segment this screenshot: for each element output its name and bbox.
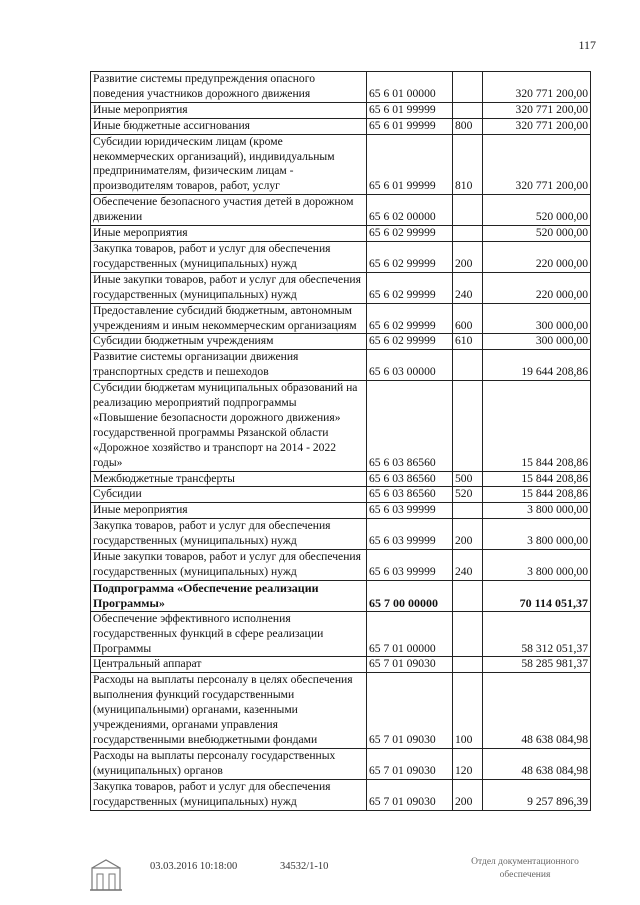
- row-vr-cell: [453, 657, 483, 673]
- row-sum-cell: 3 800 000,00: [483, 503, 591, 519]
- row-vr-cell: 200: [453, 519, 483, 550]
- row-sum-cell: 48 638 084,98: [483, 673, 591, 749]
- row-name-cell: Субсидии: [91, 487, 367, 503]
- row-vr-cell: 800: [453, 118, 483, 134]
- table-row: [91, 550, 591, 581]
- row-sum-cell: 320 771 200,00: [483, 72, 591, 103]
- row-name-cell: Иные бюджетные ассигнования: [91, 118, 367, 134]
- row-code-cell: 65 7 01 09030: [367, 748, 453, 779]
- row-code-cell: 65 6 02 99999: [367, 241, 453, 272]
- row-sum-cell: 15 844 208,86: [483, 381, 591, 471]
- table-row: [91, 195, 591, 226]
- row-vr-cell: [453, 195, 483, 226]
- row-vr-cell: 100: [453, 673, 483, 749]
- footer-office-stamp: [450, 856, 600, 882]
- row-name-cell: Иные мероприятия: [91, 102, 367, 118]
- row-code-cell: 65 7 01 09030: [367, 657, 453, 673]
- table-row: [91, 241, 591, 272]
- row-vr-cell: 500: [453, 471, 483, 487]
- row-name-cell: Подпрограмма «Обеспечение реализации Программы»: [91, 580, 367, 611]
- row-vr-cell: [453, 102, 483, 118]
- row-sum-cell: 300 000,00: [483, 303, 591, 334]
- table-row: [91, 118, 591, 134]
- table-row: [91, 226, 591, 242]
- table-row: [91, 748, 591, 779]
- row-name-cell: Расходы на выплаты персоналу в целях обеспечения выполнения функций государственными (муниципальными) органами, казенными учреждениями, органами управления государственными внебюджетными фондами: [91, 673, 367, 749]
- table-row: [91, 350, 591, 381]
- table-row: [91, 471, 591, 487]
- row-name-cell: Иные мероприятия: [91, 226, 367, 242]
- row-code-cell: 65 7 00 00000: [367, 580, 453, 611]
- row-name-cell: Иные мероприятия: [91, 503, 367, 519]
- row-name-cell: Обеспечение безопасного участия детей в дорожном движении: [91, 195, 367, 226]
- table-row: [91, 580, 591, 611]
- coat-of-arms-stamp-icon: [86, 858, 126, 894]
- row-sum-cell: 58 312 051,37: [483, 611, 591, 657]
- row-vr-cell: [453, 381, 483, 471]
- row-code-cell: 65 6 03 86560: [367, 471, 453, 487]
- row-name-cell: Субсидии бюджетам муниципальных образований на реализацию мероприятий подпрограммы «Повышение безопасности дорожного движения» государственной программы Рязанской области «Дорожное хозяйство и транспорт на 2014 - 2022 годы»: [91, 381, 367, 471]
- row-name-cell: Субсидии бюджетным учреждениям: [91, 334, 367, 350]
- row-vr-cell: [453, 226, 483, 242]
- row-sum-cell: 520 000,00: [483, 226, 591, 242]
- row-sum-cell: 3 800 000,00: [483, 550, 591, 581]
- row-code-cell: 65 6 03 86560: [367, 381, 453, 471]
- row-sum-cell: 520 000,00: [483, 195, 591, 226]
- row-sum-cell: 15 844 208,86: [483, 487, 591, 503]
- row-code-cell: 65 6 03 99999: [367, 550, 453, 581]
- row-vr-cell: [453, 611, 483, 657]
- row-sum-cell: 320 771 200,00: [483, 134, 591, 195]
- table-row: [91, 487, 591, 503]
- row-code-cell: 65 6 03 86560: [367, 487, 453, 503]
- row-code-cell: 65 6 02 99999: [367, 272, 453, 303]
- row-vr-cell: 610: [453, 334, 483, 350]
- row-sum-cell: 15 844 208,86: [483, 471, 591, 487]
- row-name-cell: Предоставление субсидий бюджетным, автономным учреждениям и иным некоммерческим организациям: [91, 303, 367, 334]
- row-sum-cell: 58 285 981,37: [483, 657, 591, 673]
- row-vr-cell: [453, 350, 483, 381]
- table-row: [91, 779, 591, 810]
- row-vr-cell: [453, 580, 483, 611]
- table-row: [91, 657, 591, 673]
- row-vr-cell: 600: [453, 303, 483, 334]
- row-name-cell: Иные закупки товаров, работ и услуг для обеспечения государственных (муниципальных) нужд: [91, 272, 367, 303]
- row-vr-cell: 810: [453, 134, 483, 195]
- budget-table: [90, 71, 591, 811]
- row-sum-cell: 220 000,00: [483, 272, 591, 303]
- row-vr-cell: [453, 72, 483, 103]
- row-code-cell: 65 7 01 09030: [367, 779, 453, 810]
- row-name-cell: Развитие системы организации движения транспортных средств и пешеходов: [91, 350, 367, 381]
- row-code-cell: 65 6 02 99999: [367, 303, 453, 334]
- row-vr-cell: 240: [453, 272, 483, 303]
- row-code-cell: 65 6 01 99999: [367, 118, 453, 134]
- row-sum-cell: 320 771 200,00: [483, 118, 591, 134]
- row-vr-cell: 520: [453, 487, 483, 503]
- row-code-cell: 65 6 03 99999: [367, 519, 453, 550]
- row-code-cell: 65 6 03 00000: [367, 350, 453, 381]
- row-code-cell: 65 7 01 00000: [367, 611, 453, 657]
- row-vr-cell: 200: [453, 779, 483, 810]
- table-row: [91, 272, 591, 303]
- table-row: [91, 102, 591, 118]
- table-row: [91, 673, 591, 749]
- row-code-cell: 65 6 02 99999: [367, 334, 453, 350]
- row-name-cell: Субсидии юридическим лицам (кроме некоммерческих организаций), индивидуальным предпринимателям, физическим лицам - производителям товаров, работ, услуг: [91, 134, 367, 195]
- row-code-cell: 65 6 03 99999: [367, 503, 453, 519]
- row-name-cell: Обеспечение эффективного исполнения государственных функций в сфере реализации Программы: [91, 611, 367, 657]
- table-row: [91, 611, 591, 657]
- table-row: [91, 72, 591, 103]
- table-row: [91, 519, 591, 550]
- row-sum-cell: 70 114 051,37: [483, 580, 591, 611]
- footer-date: 03.03.2016 10:18:00: [150, 861, 238, 872]
- footer-office-line1: Отдел документационного: [471, 857, 579, 867]
- table-row: [91, 381, 591, 471]
- table-row: [91, 334, 591, 350]
- row-code-cell: 65 6 02 00000: [367, 195, 453, 226]
- row-name-cell: Межбюджетные трансферты: [91, 471, 367, 487]
- footer-doc-number: 34532/1-10: [280, 861, 329, 872]
- table-row: [91, 503, 591, 519]
- row-name-cell: Иные закупки товаров, работ и услуг для обеспечения государственных (муниципальных) нужд: [91, 550, 367, 581]
- row-sum-cell: 3 800 000,00: [483, 519, 591, 550]
- row-name-cell: Развитие системы предупреждения опасного поведения участников дорожного движения: [91, 72, 367, 103]
- row-code-cell: 65 6 01 99999: [367, 134, 453, 195]
- row-sum-cell: 19 644 208,86: [483, 350, 591, 381]
- row-sum-cell: 220 000,00: [483, 241, 591, 272]
- row-code-cell: 65 6 01 99999: [367, 102, 453, 118]
- row-name-cell: Центральный аппарат: [91, 657, 367, 673]
- row-code-cell: 65 6 01 00000: [367, 72, 453, 103]
- row-sum-cell: 48 638 084,98: [483, 748, 591, 779]
- row-vr-cell: [453, 503, 483, 519]
- row-vr-cell: 120: [453, 748, 483, 779]
- row-name-cell: Расходы на выплаты персоналу государственных (муниципальных) органов: [91, 748, 367, 779]
- row-name-cell: Закупка товаров, работ и услуг для обеспечения государственных (муниципальных) нужд: [91, 519, 367, 550]
- row-code-cell: 65 6 02 99999: [367, 226, 453, 242]
- budget-table-body: [91, 72, 591, 811]
- row-sum-cell: 9 257 896,39: [483, 779, 591, 810]
- table-row: [91, 134, 591, 195]
- row-sum-cell: 300 000,00: [483, 334, 591, 350]
- row-name-cell: Закупка товаров, работ и услуг для обеспечения государственных (муниципальных) нужд: [91, 779, 367, 810]
- page-number: 117: [578, 38, 596, 52]
- row-vr-cell: 240: [453, 550, 483, 581]
- row-name-cell: Закупка товаров, работ и услуг для обеспечения государственных (муниципальных) нужд: [91, 241, 367, 272]
- row-vr-cell: 200: [453, 241, 483, 272]
- footer-office-line2: обеспечения: [499, 870, 551, 880]
- row-code-cell: 65 7 01 09030: [367, 673, 453, 749]
- row-sum-cell: 320 771 200,00: [483, 102, 591, 118]
- table-row: [91, 303, 591, 334]
